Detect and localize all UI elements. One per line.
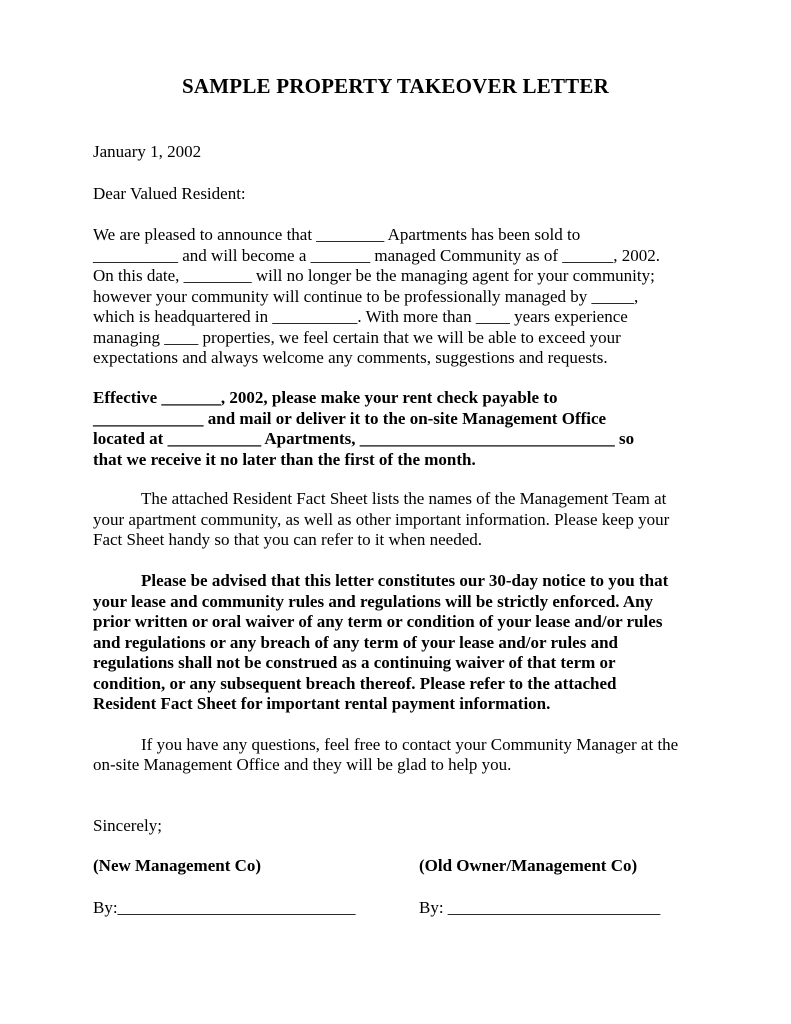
paragraph-line: _____________ and mail or deliver it to the on-site Management Office xyxy=(93,409,607,428)
paragraph-line: condition, or any subsequent breach thereof. Please refer to the attached xyxy=(93,674,617,693)
paragraph-line: your apartment community, as well as other important information. Please keep your xyxy=(93,510,670,529)
paragraph-line: located at ___________ Apartments, ______________________________ so xyxy=(93,429,635,448)
paragraph-line: that we receive it no later than the first of the month. xyxy=(93,450,476,469)
new-management-signature-line: By:____________________________ xyxy=(93,898,356,917)
paragraph-line: on-site Management Office and they will be glad to help you. xyxy=(93,755,512,774)
paragraph-line: If you have any questions, feel free to contact your Community Manager at the xyxy=(141,735,679,754)
old-owner-heading: (Old Owner/Management Co) xyxy=(419,856,638,875)
salutation: Dear Valued Resident: xyxy=(93,184,246,203)
paragraph-line: The attached Resident Fact Sheet lists the names of the Management Team at xyxy=(141,489,667,508)
paragraph-line: On this date, ________ will no longer be the managing agent for your community; xyxy=(93,266,655,285)
paragraph-line: and regulations or any breach of any term of your lease and/or rules and xyxy=(93,633,618,652)
paragraph-line: regulations shall not be construed as a continuing waiver of that term or xyxy=(93,653,616,672)
paragraph-line: your lease and community rules and regulations will be strictly enforced. Any xyxy=(93,592,654,611)
letter-date: January 1, 2002 xyxy=(93,142,202,161)
paragraph-line: expectations and always welcome any comments, suggestions and requests. xyxy=(93,348,608,367)
paragraph-line: Fact Sheet handy so that you can refer to it when needed. xyxy=(93,530,482,549)
paragraph-line: Resident Fact Sheet for important rental payment information. xyxy=(93,694,551,713)
new-management-heading: (New Management Co) xyxy=(93,856,262,875)
old-owner-signature-line: By: _________________________ xyxy=(419,898,661,917)
paragraph-line: __________ and will become a _______ managed Community as of ______, 2002. xyxy=(93,246,661,265)
letter-title: SAMPLE PROPERTY TAKEOVER LETTER xyxy=(182,74,609,98)
paragraph-line: Please be advised that this letter constitutes our 30-day notice to you that xyxy=(141,571,669,590)
paragraph-line: however your community will continue to be professionally managed by _____, xyxy=(93,287,639,306)
paragraph-line: which is headquartered in __________. With more than ____ years experience xyxy=(93,307,628,326)
paragraph-line: Effective _______, 2002, please make your rent check payable to xyxy=(93,388,558,407)
paragraph-line: We are pleased to announce that ________ Apartments has been sold to xyxy=(93,225,581,244)
paragraph-line: managing ____ properties, we feel certain that we will be able to exceed your xyxy=(93,328,621,347)
paragraph-line: prior written or oral waiver of any term or condition of your lease and/or rules xyxy=(93,612,663,631)
closing: Sincerely; xyxy=(93,816,162,835)
